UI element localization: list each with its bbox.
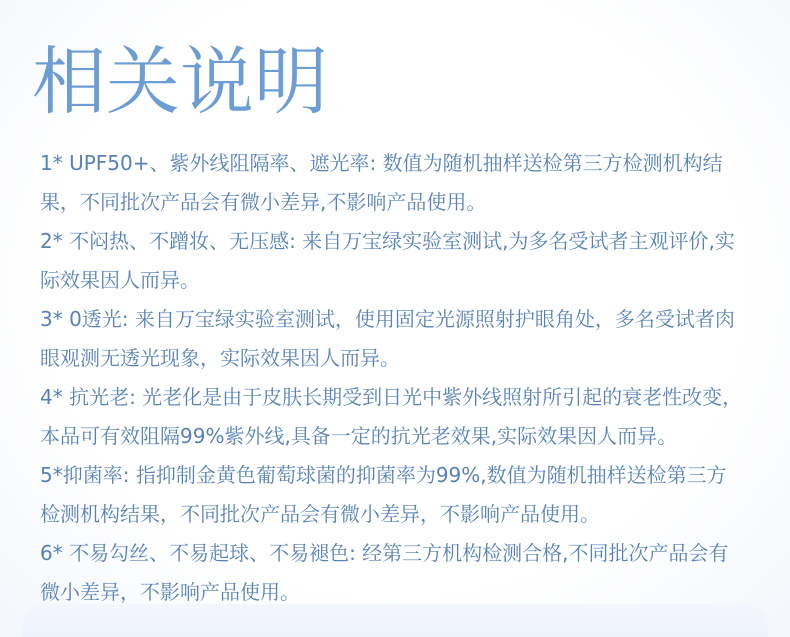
note-line: 眼观测无透光现象，实际效果因人而异。	[40, 346, 400, 370]
note-line: 2* 不闷热、不蹭妆、无压感: 来自万宝绿实验室测试,为多名受试者主观评价,实	[40, 229, 735, 253]
note-line: 1* UPF50+、紫外线阻隔率、遮光率: 数值为随机抽样送检第三方检测机构结	[40, 151, 723, 175]
note-item-4	[40, 378, 770, 456]
note-line: 6* 不易勾丝、不易起球、不易褪色: 经第三方机构检测合格,不同批次产品会有	[40, 541, 729, 565]
note-item-5	[40, 456, 770, 534]
page-title: 相关说明	[32, 39, 328, 125]
note-line: 际效果因人而异。	[40, 268, 200, 292]
note-item-2	[40, 222, 770, 300]
note-line: 4* 抗光老: 光老化是由于皮肤长期受到日光中紫外线照射所引起的衰老性改变，	[40, 385, 743, 409]
bottom-panel	[22, 604, 768, 637]
note-line: 果，不同批次产品会有微小差异,不影响产品使用。	[40, 190, 487, 214]
note-item-6	[40, 534, 770, 612]
note-item-3	[40, 300, 770, 378]
notes-list	[40, 144, 770, 612]
note-line: 3* 0透光: 来自万宝绿实验室测试，使用固定光源照射护眼角处，多名受试者肉	[40, 307, 735, 331]
note-line: 5*抑菌率: 指抑制金黄色葡萄球菌的抑菌率为99%,数值为随机抽样送检第三方	[40, 463, 727, 487]
note-line: 本品可有效阻隔99%紫外线,具备一定的抗光老效果,实际效果因人而异。	[40, 424, 678, 448]
note-line: 检测机构结果，不同批次产品会有微小差异，不影响产品使用。	[40, 502, 600, 526]
note-item-1	[40, 144, 770, 222]
note-line: 微小差异，不影响产品使用。	[40, 580, 300, 604]
